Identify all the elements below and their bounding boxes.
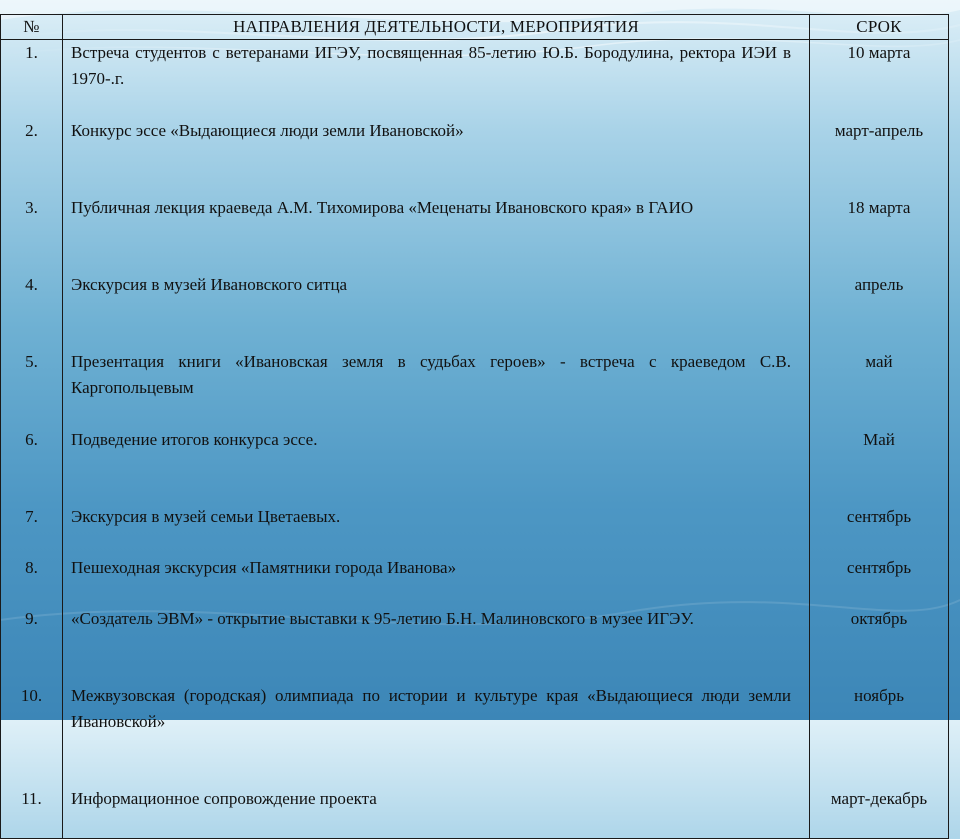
- table-row: [1, 349, 949, 401]
- row-number: 1.: [1, 40, 63, 93]
- row-activity: Информационное сопровождение проекта: [63, 760, 810, 839]
- row-term: апрель: [810, 246, 949, 349]
- table-row: [1, 504, 949, 555]
- row-number: 8.: [1, 555, 63, 606]
- table-header-row: [1, 15, 949, 40]
- table-row: [1, 683, 949, 760]
- table-row: [1, 401, 949, 504]
- row-term: 18 марта: [810, 195, 949, 246]
- row-term: 10 марта: [810, 40, 949, 93]
- table-row: [1, 195, 949, 246]
- row-term: март-апрель: [810, 92, 949, 195]
- row-number: 6.: [1, 401, 63, 504]
- row-number: 9.: [1, 606, 63, 683]
- header-term: СРОК: [810, 15, 949, 40]
- row-activity: Экскурсия в музей Ивановского ситца: [63, 246, 810, 349]
- header-number: №: [1, 15, 63, 40]
- row-activity: Экскурсия в музей семьи Цветаевых.: [63, 504, 810, 555]
- table-row: [1, 606, 949, 683]
- row-term: октябрь: [810, 606, 949, 683]
- table-row: [1, 555, 949, 606]
- row-activity: Подведение итогов конкурса эссе.: [63, 401, 810, 504]
- table-row: [1, 92, 949, 195]
- row-number: 7.: [1, 504, 63, 555]
- row-activity: Пешеходная экскурсия «Памятники города Иванова»: [63, 555, 810, 606]
- table-row: [1, 246, 949, 349]
- table-row: [1, 40, 949, 93]
- row-activity: Презентация книги «Ивановская земля в судьбах героев» - встреча с краеведом С.В. Каргопольцевым: [63, 349, 810, 401]
- row-term: Май: [810, 401, 949, 504]
- row-number: 4.: [1, 246, 63, 349]
- row-number: 5.: [1, 349, 63, 401]
- events-table: [0, 14, 949, 839]
- row-number: 10.: [1, 683, 63, 760]
- row-term: сентябрь: [810, 555, 949, 606]
- row-term: ноябрь: [810, 683, 949, 760]
- row-activity: Публичная лекция краеведа А.М. Тихомирова «Меценаты Ивановского края» в ГАИО: [63, 195, 810, 246]
- header-activity: НАПРАВЛЕНИЯ ДЕЯТЕЛЬНОСТИ, МЕРОПРИЯТИЯ: [63, 15, 810, 40]
- row-activity: Межвузовская (городская) олимпиада по истории и культуре края «Выдающиеся люди земли Ивановской»: [63, 683, 810, 760]
- row-term: сентябрь: [810, 504, 949, 555]
- row-number: 2.: [1, 92, 63, 195]
- row-activity: «Создатель ЭВМ» - открытие выставки к 95-летию Б.Н. Малиновского в музее ИГЭУ.: [63, 606, 810, 683]
- row-number: 3.: [1, 195, 63, 246]
- row-activity: Встреча студентов с ветеранами ИГЭУ, посвященная 85-летию Ю.Б. Бородулина, ректора ИЭИ в 1970-.г.: [63, 40, 810, 93]
- row-activity: Конкурс эссе «Выдающиеся люди земли Ивановской»: [63, 92, 810, 195]
- row-term: май: [810, 349, 949, 401]
- row-term: март-декабрь: [810, 760, 949, 839]
- row-number: 11.: [1, 760, 63, 839]
- table-row: [1, 760, 949, 839]
